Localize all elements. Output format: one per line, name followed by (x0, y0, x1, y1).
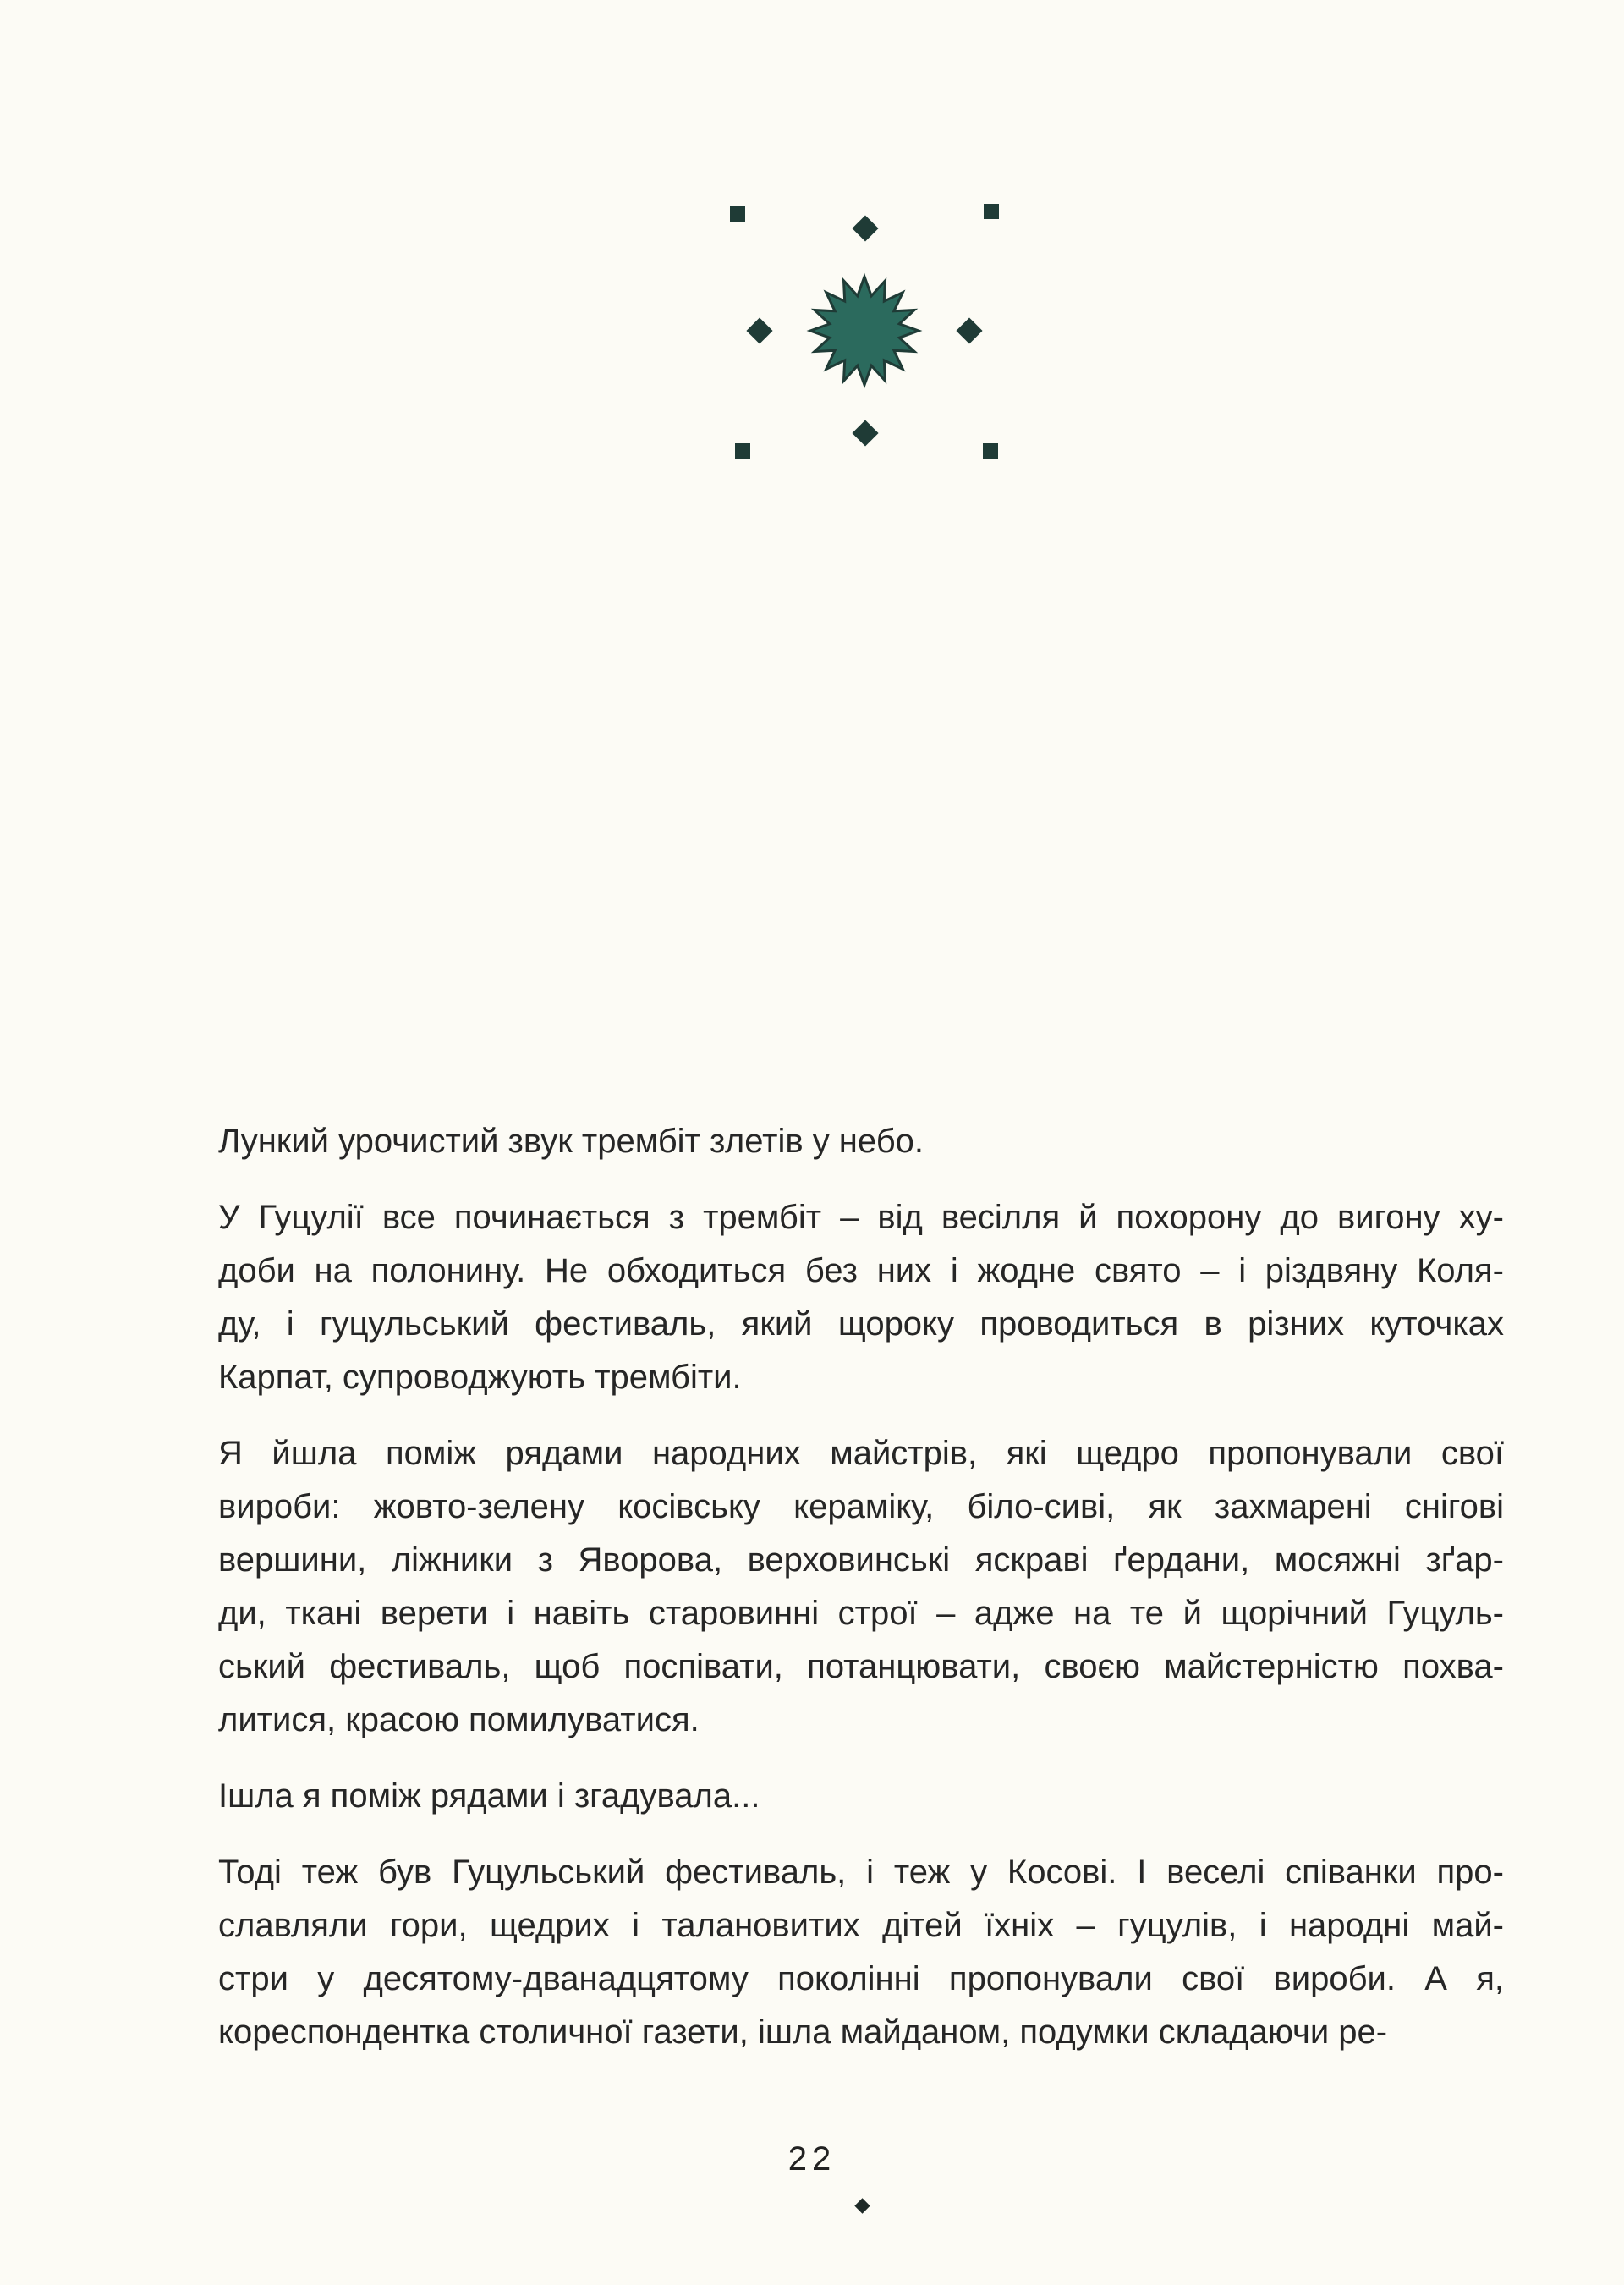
decorative-ornament (0, 0, 1624, 592)
page-number: 22 (787, 2140, 837, 2178)
text-line: славляли гори, щедрих і талановитих дітей їхніх – гуцулів, і народні май- (218, 1907, 1504, 1944)
square-icon (735, 443, 750, 459)
text-line: Лункий урочистий звук трембіт злетів у небо. (218, 1123, 924, 1160)
text-line: ський фестиваль, щоб поспівати, потанцювати, своєю майстерністю похва- (218, 1648, 1504, 1685)
square-icon (984, 204, 999, 219)
diamond-icon (852, 420, 878, 446)
text-line: литися, красою помилуватися. (218, 1701, 700, 1738)
text-line: У Гуцулії все починається з трембіт – від весілля й похорону до вигону ху- (218, 1199, 1504, 1236)
text-line: ди, ткані верети і навіть старовинні строї – адже на те й щорічний Гуцуль- (218, 1595, 1504, 1632)
paragraph (218, 1115, 1504, 1168)
text-line: Ішла я поміж рядами і згадувала... (218, 1777, 760, 1815)
square-icon (983, 443, 998, 459)
text-line: вироби: жовто-зелену косівську кераміку, біло-сиві, як захмарені снігові (218, 1488, 1504, 1525)
text-line: Я йшла поміж рядами народних майстрів, які щедро пропонували свої (218, 1435, 1504, 1472)
text-line: ду, і гуцульський фестиваль, який щороку проводиться в різних куточках (218, 1305, 1504, 1343)
paragraph (218, 1770, 1504, 1823)
paragraph (218, 1846, 1504, 2059)
square-icon (730, 206, 745, 222)
text-line: кореспондентка столичної газети, ішла майданом, подумки складаючи ре- (218, 2013, 1388, 2051)
sun-star-icon (810, 277, 919, 385)
text-line: Карпат, супроводжують трембіти. (218, 1359, 742, 1396)
diamond-icon (746, 317, 772, 343)
diamond-icon (854, 2198, 870, 2213)
text-line: Тоді теж був Гуцульський фестиваль, і теж у Косові. І веселі співанки про- (218, 1854, 1504, 1891)
paragraph (218, 1191, 1504, 1404)
paragraph (218, 1427, 1504, 1747)
text-line: стри у десятому-дванадцятому поколінні пропонували свої вироби. А я, (218, 1960, 1504, 1997)
body-text (218, 1115, 1504, 2082)
text-line: доби на полонину. Не обходиться без них і жодне свято – і різдвяну Коля- (218, 1252, 1504, 1289)
diamond-icon (956, 317, 982, 343)
diamond-icon (852, 215, 878, 241)
text-line: вершини, ліжники з Яворова, верховинські яскраві ґердани, мосяжні зґар- (218, 1541, 1504, 1579)
